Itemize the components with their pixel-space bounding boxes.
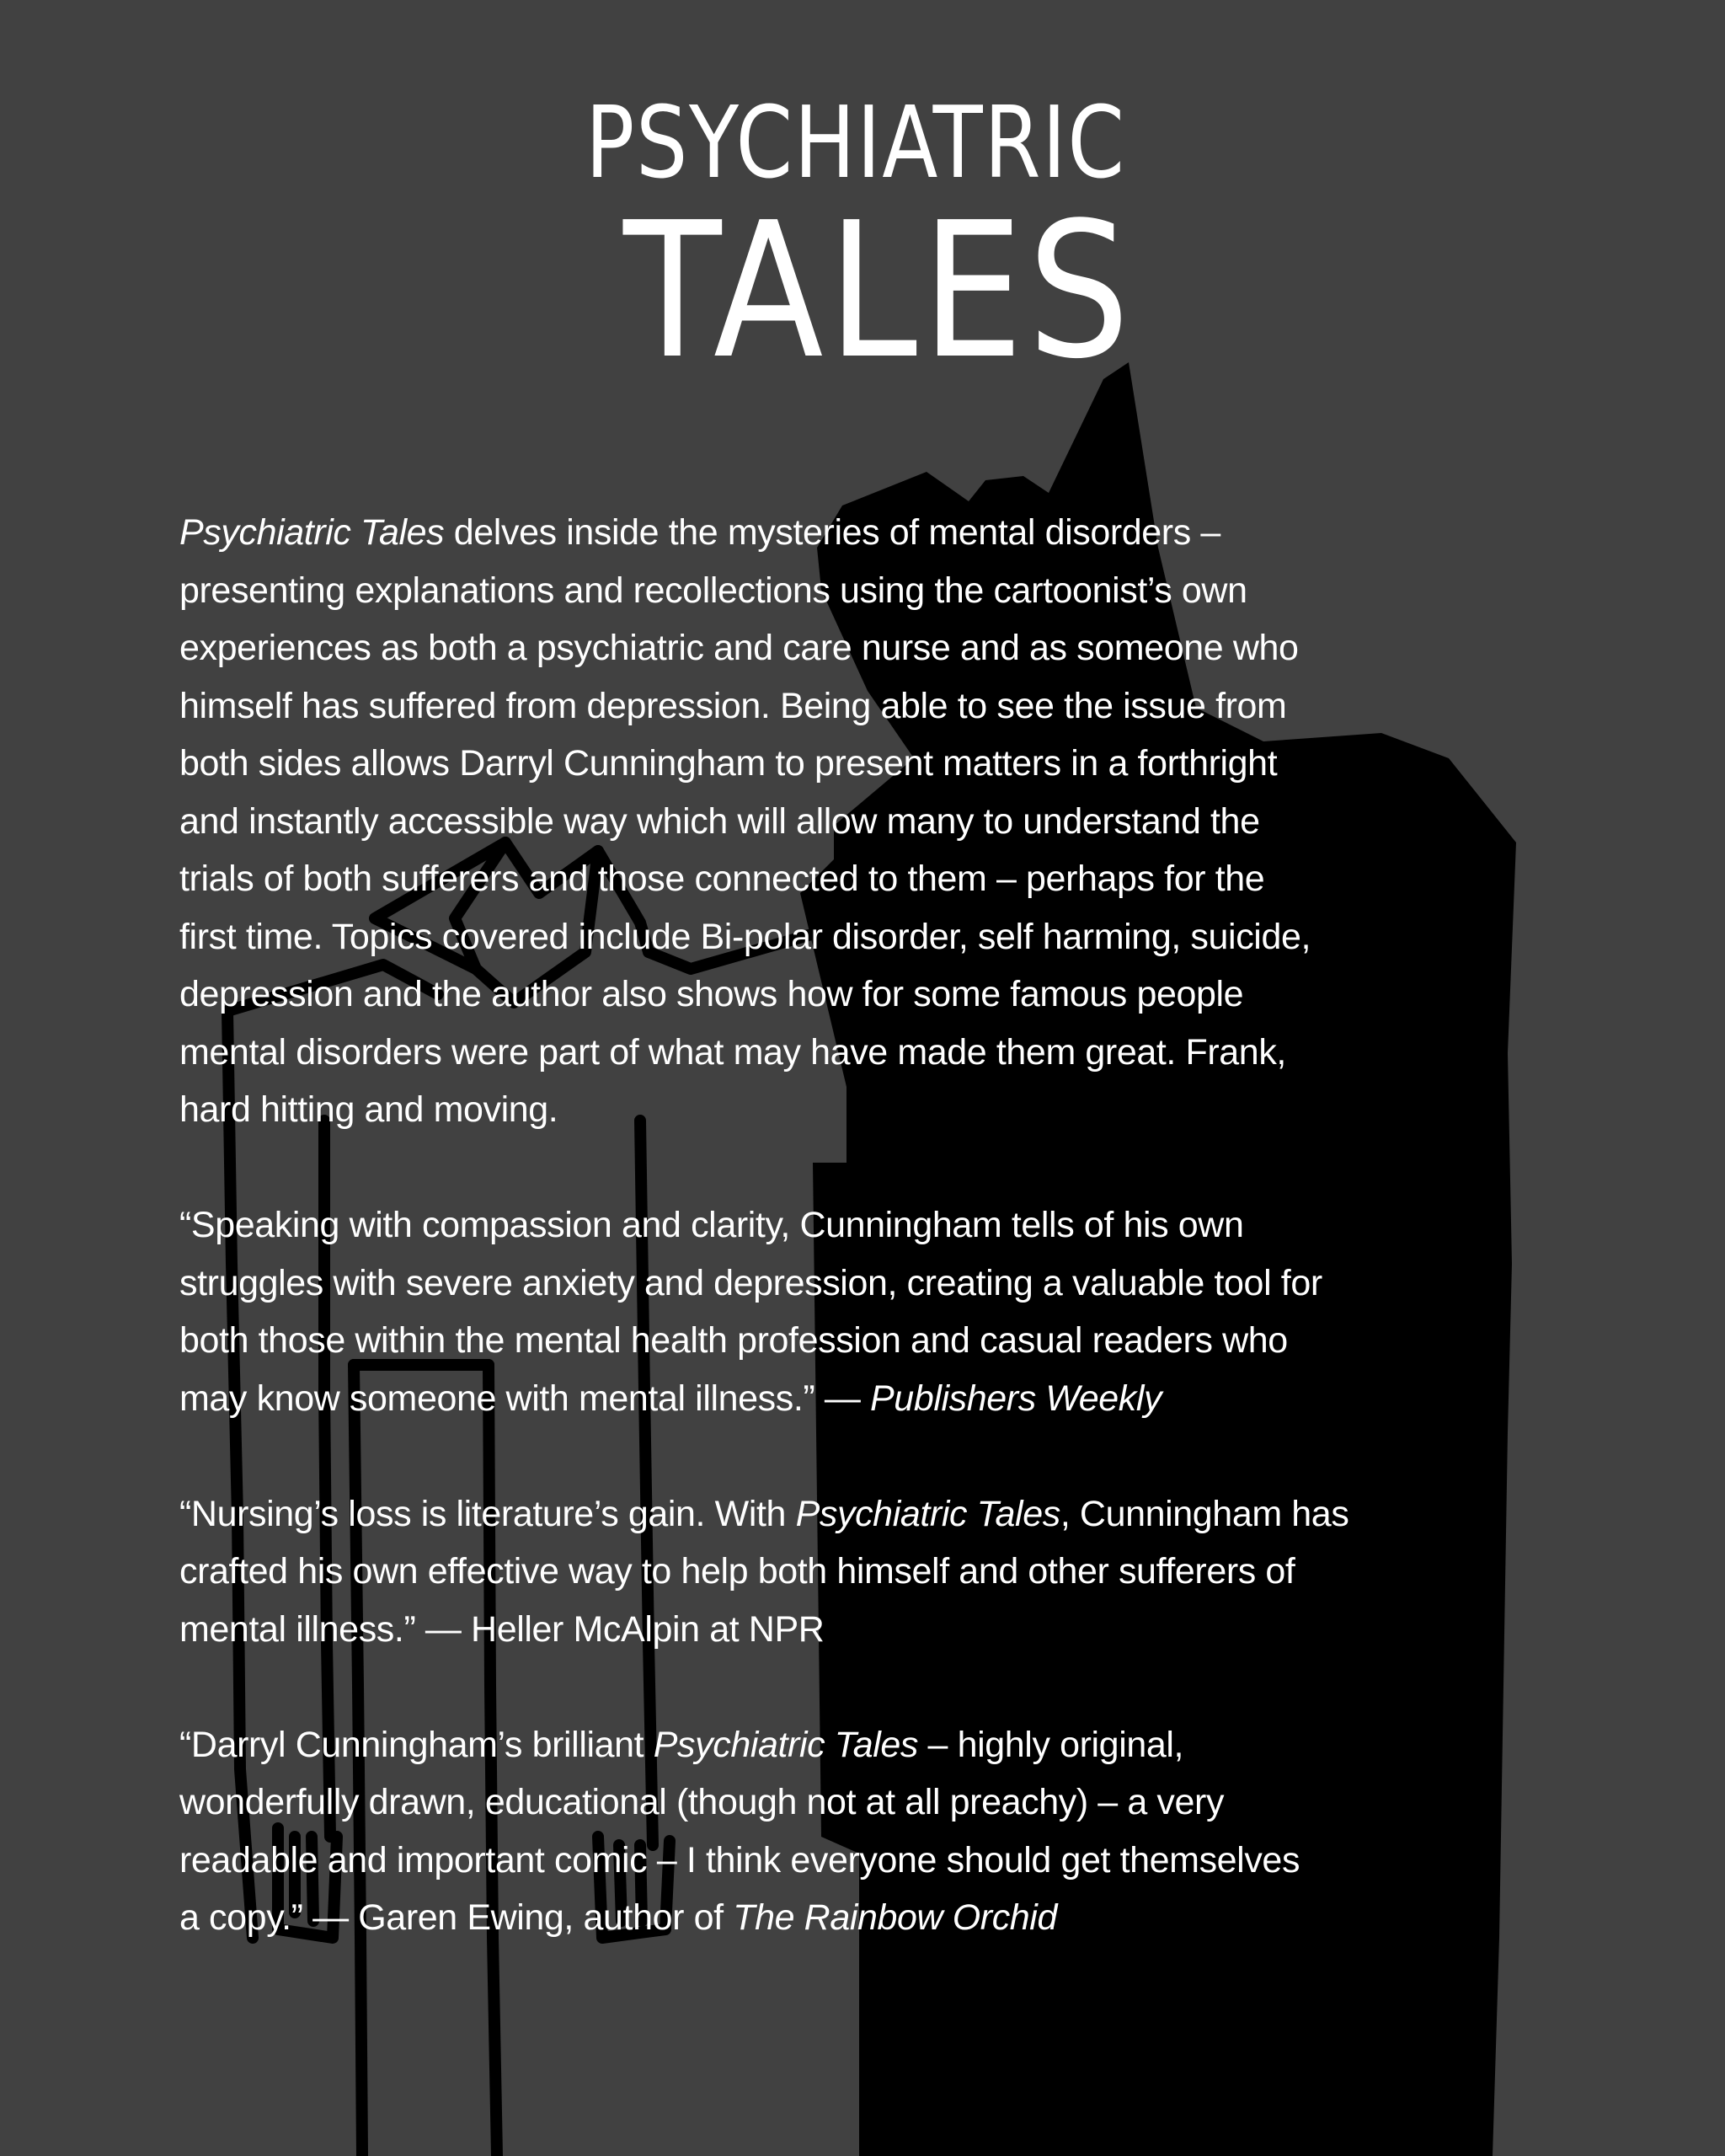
- description-line: Psychiatric Tales delves inside the mysteries of mental disorders –: [179, 512, 1220, 553]
- quote-line: mental illness.” — Heller McAlpin at NPR: [179, 1608, 825, 1650]
- quote-line: “Darryl Cunningham’s brilliant Psychiatric Tales – highly original,: [179, 1724, 1184, 1765]
- title-tales: TALES: [623, 183, 1135, 400]
- quote-garen-ewing: [179, 1716, 1544, 1947]
- quote-line: wonderfully drawn, educational (though not at all preachy) – a very: [179, 1782, 1225, 1822]
- quote-line: struggles with severe anxiety and depression, creating a valuable tool for: [179, 1262, 1322, 1303]
- description-line: and instantly accessible way which will allow many to understand the: [179, 800, 1260, 842]
- quote-source: The Rainbow Orchid: [733, 1897, 1057, 1938]
- quote-line: both those within the mental health profession and casual readers who: [179, 1320, 1288, 1361]
- quote-publishers-weekly: [179, 1196, 1544, 1427]
- description-line: experiences as both a psychiatric and care nurse and as someone who: [179, 628, 1299, 668]
- description-line: mental disorders were part of what may have made them great. Frank,: [179, 1031, 1286, 1073]
- description-line: himself has suffered from depression. Being able to see the issue from: [179, 685, 1287, 726]
- description-line: trials of both sufferers and those connected to them – perhaps for the: [179, 859, 1265, 899]
- description-line: depression and the author also shows how for some famous people: [179, 974, 1244, 1014]
- quote-line: readable and important comic – I think everyone should get themselves: [179, 1839, 1300, 1880]
- quote-npr: [179, 1485, 1544, 1659]
- description-line: first time. Topics covered include Bi-polar disorder, self harming, suicide,: [179, 916, 1311, 957]
- quote-line: “Speaking with compassion and clarity, Cunningham tells of his own: [179, 1205, 1244, 1245]
- book-title-italic: Psychiatric Tales: [179, 512, 445, 553]
- description-line: both sides allows Darryl Cunningham to present matters in a forthright: [179, 743, 1278, 784]
- quote-line: a copy.” — Garen Ewing, author of The Rainbow Orchid: [179, 1897, 1057, 1938]
- quote-line: crafted his own effective way to help both himself and other sufferers of: [179, 1551, 1295, 1592]
- book-title-italic: Psychiatric Tales: [653, 1724, 918, 1765]
- title-psychiatric: PSYCHIATRIC: [585, 84, 1126, 201]
- back-cover-text: [179, 504, 1544, 2004]
- book-title-italic: Psychiatric Tales: [795, 1493, 1060, 1534]
- quote-line: “Nursing’s loss is literature’s gain. With Psychiatric Tales, Cunningham has: [179, 1493, 1349, 1534]
- description-line: presenting explanations and recollections using the cartoonist’s own: [179, 570, 1247, 611]
- description-line: hard hitting and moving.: [179, 1089, 558, 1130]
- quote-source: Publishers Weekly: [870, 1378, 1162, 1419]
- quote-line: may know someone with mental illness.” — Publishers Weekly: [179, 1378, 1162, 1419]
- book-description: [179, 504, 1544, 1139]
